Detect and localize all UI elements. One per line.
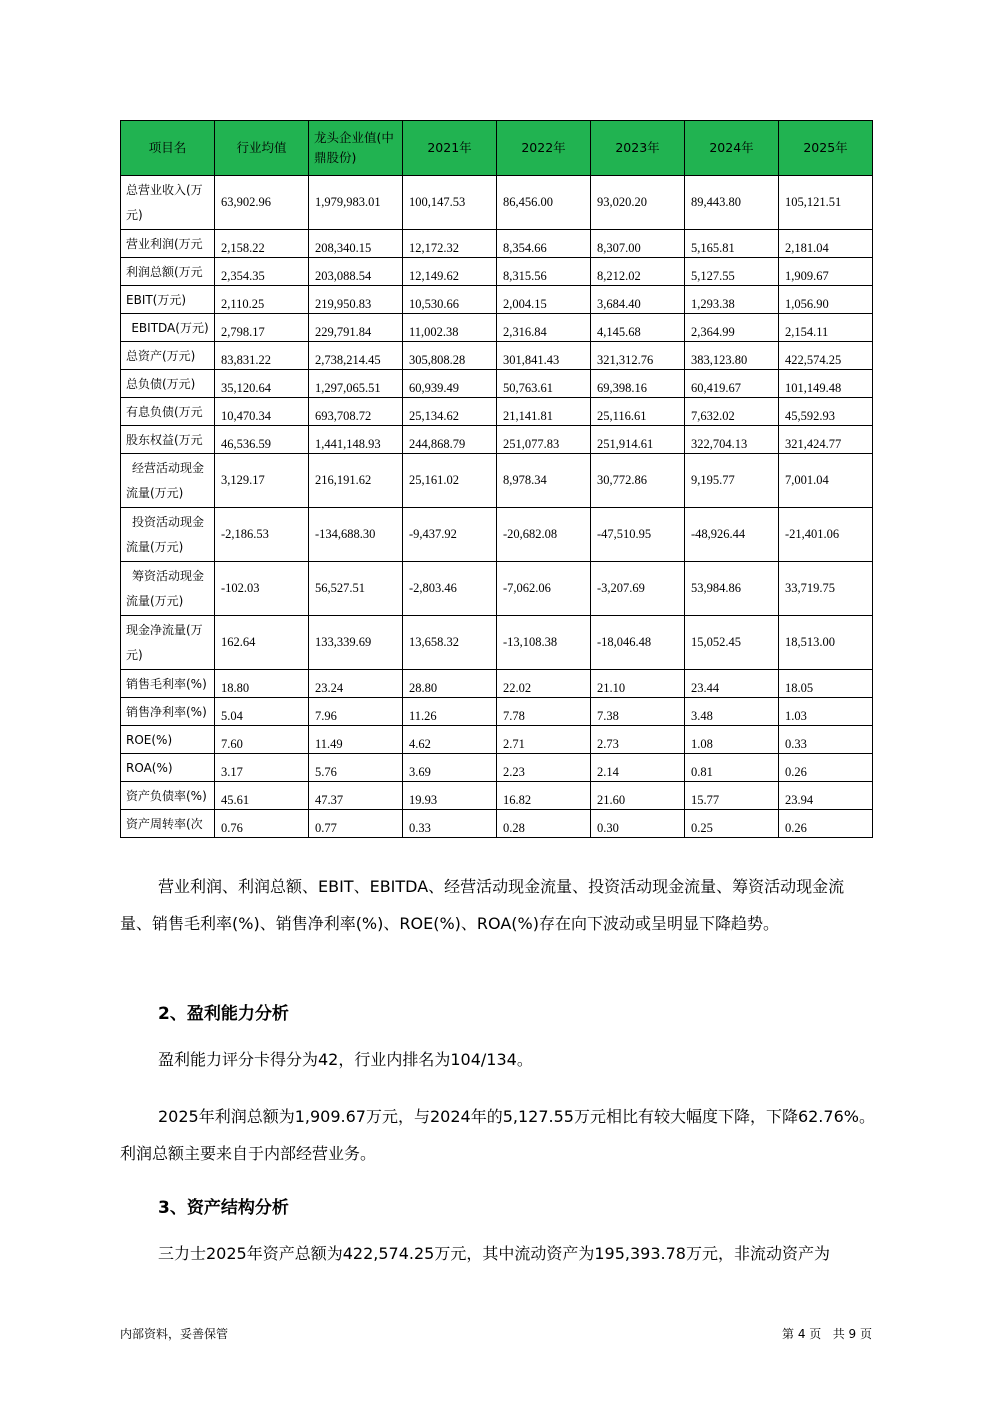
table-cell: 2.71	[497, 726, 591, 754]
table-cell: 89,443.80	[685, 176, 779, 230]
table-row	[121, 698, 873, 726]
asset-structure-text: 三力士2025年资产总额为422,574.25万元，其中流动资产为195,393.78万元，非流动资产为	[158, 1244, 830, 1263]
row-label: 销售毛利率(%)	[121, 670, 215, 698]
table-cell: 56,527.51	[309, 562, 403, 616]
table-cell: 1.08	[685, 726, 779, 754]
table-row	[121, 616, 873, 670]
table-cell: 251,914.61	[591, 426, 685, 454]
table-row	[121, 508, 873, 562]
table-cell: 693,708.72	[309, 398, 403, 426]
table-cell: 2,154.11	[779, 314, 873, 342]
table-row	[121, 176, 873, 230]
row-label: 利润总额(万元	[121, 258, 215, 286]
table-cell: 18.80	[215, 670, 309, 698]
table-cell: 2.73	[591, 726, 685, 754]
table-cell: 2,798.17	[215, 314, 309, 342]
table-cell: 35,120.64	[215, 370, 309, 398]
row-label: 股东权益(万元	[121, 426, 215, 454]
table-cell: 21.10	[591, 670, 685, 698]
table-cell: 1,293.38	[685, 286, 779, 314]
row-label: 销售净利率(%)	[121, 698, 215, 726]
table-cell: 5,127.55	[685, 258, 779, 286]
table-cell: 2,354.35	[215, 258, 309, 286]
table-cell: 18,513.00	[779, 616, 873, 670]
table-cell: 22.02	[497, 670, 591, 698]
table-cell: 422,574.25	[779, 342, 873, 370]
table-cell: 10,530.66	[403, 286, 497, 314]
table-row	[121, 754, 873, 782]
table-cell: 46,536.59	[215, 426, 309, 454]
column-header: 2023年	[591, 121, 685, 176]
table-cell: -13,108.38	[497, 616, 591, 670]
table-cell: 45,592.93	[779, 398, 873, 426]
row-label: EBITDA(万元)	[121, 314, 215, 342]
table-cell: 25,134.62	[403, 398, 497, 426]
table-cell: 0.26	[779, 810, 873, 838]
row-label: EBIT(万元)	[121, 286, 215, 314]
table-cell: 7.60	[215, 726, 309, 754]
row-label: 资产负债率(%)	[121, 782, 215, 810]
table-cell: 15.77	[685, 782, 779, 810]
table-cell: 63,902.96	[215, 176, 309, 230]
row-label: ROA(%)	[121, 754, 215, 782]
table-cell: 30,772.86	[591, 454, 685, 508]
financial-table	[120, 120, 873, 838]
table-cell: 3,684.40	[591, 286, 685, 314]
table-cell: -102.03	[215, 562, 309, 616]
table-cell: 5.04	[215, 698, 309, 726]
table-cell: 321,312.76	[591, 342, 685, 370]
row-label: 资产周转率(次	[121, 810, 215, 838]
section-heading-profitability: 2、盈利能力分析	[158, 1004, 289, 1024]
table-cell: 2,004.15	[497, 286, 591, 314]
column-header: 2024年	[685, 121, 779, 176]
table-cell: 2,738,214.45	[309, 342, 403, 370]
table-cell: 0.33	[403, 810, 497, 838]
profitability-score-text: 盈利能力评分卡得分为42，行业内排名为104/134。	[158, 1050, 533, 1069]
table-cell: 383,123.80	[685, 342, 779, 370]
table-cell: -134,688.30	[309, 508, 403, 562]
table-cell: 0.25	[685, 810, 779, 838]
table-cell: 1,297,065.51	[309, 370, 403, 398]
table-cell: 8,315.56	[497, 258, 591, 286]
table-cell: 244,868.79	[403, 426, 497, 454]
table-cell: 12,172.32	[403, 230, 497, 258]
table-cell: 2,364.99	[685, 314, 779, 342]
table-cell: 4,145.68	[591, 314, 685, 342]
footer-page-number: 第 4 页 共 9 页	[782, 1327, 872, 1341]
table-row	[121, 314, 873, 342]
table-cell: 4.62	[403, 726, 497, 754]
table-cell: 3.17	[215, 754, 309, 782]
table-cell: 13,658.32	[403, 616, 497, 670]
row-label: 筹资活动现金流量(万元)	[121, 562, 215, 616]
table-cell: -18,046.48	[591, 616, 685, 670]
table-cell: 21,141.81	[497, 398, 591, 426]
table-cell: 105,121.51	[779, 176, 873, 230]
table-cell: 3,129.17	[215, 454, 309, 508]
table-cell: 2,316.84	[497, 314, 591, 342]
table-cell: 229,791.84	[309, 314, 403, 342]
column-header: 行业均值	[215, 121, 309, 176]
table-body	[121, 176, 873, 838]
table-cell: 1,441,148.93	[309, 426, 403, 454]
row-label: 营业利润(万元	[121, 230, 215, 258]
table-cell: 5,165.81	[685, 230, 779, 258]
table-row	[121, 286, 873, 314]
table-cell: 7.38	[591, 698, 685, 726]
table-cell: 1,056.90	[779, 286, 873, 314]
row-label: 有息负债(万元	[121, 398, 215, 426]
profit-analysis-text: 2025年利润总额为1,909.67万元，与2024年的5,127.55万元相比有较大幅度下降，下降62.76%。利润总额主要来自于内部经营业务。	[120, 1107, 875, 1163]
table-cell: 0.28	[497, 810, 591, 838]
table-cell: -48,926.44	[685, 508, 779, 562]
table-row	[121, 726, 873, 754]
table-cell: 0.77	[309, 810, 403, 838]
table-cell: 60,939.49	[403, 370, 497, 398]
table-cell: 25,116.61	[591, 398, 685, 426]
table-cell: 3.69	[403, 754, 497, 782]
table-cell: -2,803.46	[403, 562, 497, 616]
table-cell: 86,456.00	[497, 176, 591, 230]
table-cell: 2.23	[497, 754, 591, 782]
row-label: ROE(%)	[121, 726, 215, 754]
table-cell: 47.37	[309, 782, 403, 810]
column-header: 龙头企业值(中鼎股份)	[309, 121, 403, 176]
table-cell: 9,195.77	[685, 454, 779, 508]
table-cell: 305,808.28	[403, 342, 497, 370]
table-cell: 1.03	[779, 698, 873, 726]
table-cell: 28.80	[403, 670, 497, 698]
column-header: 2021年	[403, 121, 497, 176]
table-cell: 7.78	[497, 698, 591, 726]
table-cell: 19.93	[403, 782, 497, 810]
row-label: 经营活动现金流量(万元)	[121, 454, 215, 508]
table-cell: 15,052.45	[685, 616, 779, 670]
table-cell: 23.94	[779, 782, 873, 810]
table-cell: 8,307.00	[591, 230, 685, 258]
table-cell: 7,001.04	[779, 454, 873, 508]
table-row	[121, 258, 873, 286]
table-row	[121, 810, 873, 838]
table-cell: 8,978.34	[497, 454, 591, 508]
table-cell: 101,149.48	[779, 370, 873, 398]
row-label: 总负债(万元)	[121, 370, 215, 398]
table-row	[121, 562, 873, 616]
table-cell: 33,719.75	[779, 562, 873, 616]
table-row	[121, 370, 873, 398]
table-cell: -21,401.06	[779, 508, 873, 562]
table-cell: 21.60	[591, 782, 685, 810]
table-cell: 50,763.61	[497, 370, 591, 398]
table-cell: 0.81	[685, 754, 779, 782]
table-cell: 23.44	[685, 670, 779, 698]
table-cell: 53,984.86	[685, 562, 779, 616]
table-cell: -47,510.95	[591, 508, 685, 562]
table-cell: 133,339.69	[309, 616, 403, 670]
table-cell: 7,632.02	[685, 398, 779, 426]
table-cell: 69,398.16	[591, 370, 685, 398]
table-cell: -9,437.92	[403, 508, 497, 562]
table-cell: 0.30	[591, 810, 685, 838]
table-cell: 7.96	[309, 698, 403, 726]
footer-confidential: 内部资料，妥善保管	[120, 1327, 229, 1341]
analysis-paragraph: 营业利润、利润总额、EBIT、EBITDA、经营活动现金流量、投资活动现金流量、筹资活动现金流量、销售毛利率(%)、销售净利率(%)、ROE(%)、ROA(%)存在向下波动或呈明显下降趋势。	[120, 877, 845, 933]
row-label: 总营业收入(万元)	[121, 176, 215, 230]
table-cell: 60,419.67	[685, 370, 779, 398]
table-cell: 16.82	[497, 782, 591, 810]
table-cell: 1,909.67	[779, 258, 873, 286]
table-row	[121, 426, 873, 454]
table-cell: 0.33	[779, 726, 873, 754]
row-label: 投资活动现金流量(万元)	[121, 508, 215, 562]
table-row	[121, 230, 873, 258]
table-cell: 45.61	[215, 782, 309, 810]
table-cell: 11.26	[403, 698, 497, 726]
table-cell: 93,020.20	[591, 176, 685, 230]
table-cell: 18.05	[779, 670, 873, 698]
table-cell: 2.14	[591, 754, 685, 782]
table-cell: 301,841.43	[497, 342, 591, 370]
row-label: 总资产(万元)	[121, 342, 215, 370]
table-cell: 216,191.62	[309, 454, 403, 508]
section-heading-asset-structure: 3、资产结构分析	[158, 1198, 289, 1218]
table-cell: 219,950.83	[309, 286, 403, 314]
table-cell: 25,161.02	[403, 454, 497, 508]
table-cell: 100,147.53	[403, 176, 497, 230]
table-cell: -3,207.69	[591, 562, 685, 616]
table-cell: 1,979,983.01	[309, 176, 403, 230]
table-row	[121, 670, 873, 698]
table-cell: 162.64	[215, 616, 309, 670]
table-cell: 0.26	[779, 754, 873, 782]
table-cell: 322,704.13	[685, 426, 779, 454]
table-row	[121, 454, 873, 508]
table-cell: 5.76	[309, 754, 403, 782]
table-cell: 8,354.66	[497, 230, 591, 258]
table-cell: 208,340.15	[309, 230, 403, 258]
table-cell: 12,149.62	[403, 258, 497, 286]
column-header: 2025年	[779, 121, 873, 176]
column-header: 项目名	[121, 121, 215, 176]
column-header: 2022年	[497, 121, 591, 176]
table-cell: 11,002.38	[403, 314, 497, 342]
table-cell: 2,181.04	[779, 230, 873, 258]
table-header-row	[121, 121, 873, 176]
table-cell: 83,831.22	[215, 342, 309, 370]
table-cell: 251,077.83	[497, 426, 591, 454]
table-row	[121, 782, 873, 810]
table-cell: 203,088.54	[309, 258, 403, 286]
row-label: 现金净流量(万元)	[121, 616, 215, 670]
table-cell: 8,212.02	[591, 258, 685, 286]
table-cell: 3.48	[685, 698, 779, 726]
table-cell: -20,682.08	[497, 508, 591, 562]
table-cell: 11.49	[309, 726, 403, 754]
table-cell: 0.76	[215, 810, 309, 838]
table-cell: 321,424.77	[779, 426, 873, 454]
table-cell: -2,186.53	[215, 508, 309, 562]
table-cell: 2,110.25	[215, 286, 309, 314]
table-cell: 23.24	[309, 670, 403, 698]
table-cell: 10,470.34	[215, 398, 309, 426]
table-cell: 2,158.22	[215, 230, 309, 258]
table-cell: -7,062.06	[497, 562, 591, 616]
table-row	[121, 398, 873, 426]
table-row	[121, 342, 873, 370]
